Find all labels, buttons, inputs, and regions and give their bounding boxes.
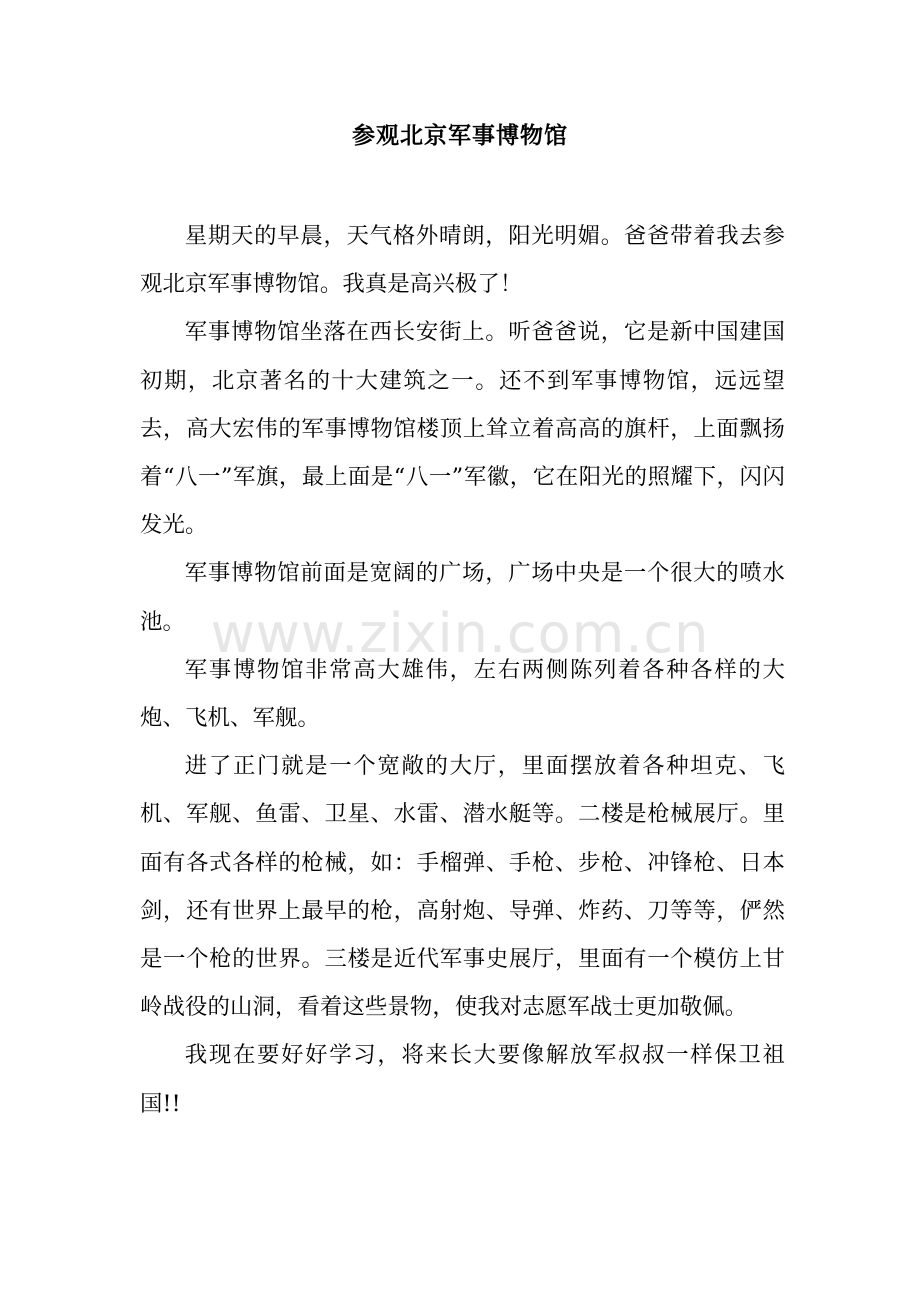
paragraph-4: 军事博物馆非常高大雄伟，左右两侧陈列着各种各样的大炮、飞机、军舰。 (140, 656, 785, 732)
document-body (140, 212, 785, 1128)
paragraph-2: 军事博物馆坐落在西长安街上。听爸爸说，它是新中国建国初期，北京著名的十大建筑之一。还不到军事博物馆，远远望去，高大宏伟的军事博物馆楼顶上耸立着高高的旗杆，上面飘扬着“八一”军旗，最上面是“八一”军徽，它在阳光的照耀下，闪闪发光。 (140, 319, 785, 539)
paragraph-6: 我现在要好好学习，将来长大要像解放军叔叔一样保卫祖国!! (140, 1042, 785, 1117)
paragraph-3: 军事博物馆前面是宽阔的广场，广场中央是一个很大的喷水池。 (140, 560, 785, 635)
paragraph-5: 进了正门就是一个宽敞的大厅，里面摆放着各种坦克、飞机、军舰、鱼雷、卫星、水雷、潜水艇等。二楼是枪械展厅。里面有各式各样的枪械，如：手榴弹、手枪、步枪、冲锋枪、日本剑，还有世界上最早的枪，高射炮、导弹、炸药、刀等等，俨然是一个枪的世界。三楼是近代军事史展厅，里面有一个模仿上甘岭战役的山洞，看着这些景物，使我对志愿军战士更加敬佩。 (140, 753, 785, 1021)
paragraph-1: 星期天的早晨，天气格外晴朗，阳光明媚。爸爸带着我去参观北京军事博物馆。我真是高兴极了！ (140, 223, 785, 298)
watermark: www.zixin.com.cn (210, 602, 710, 665)
document-title: 参观北京军事博物馆 (352, 122, 568, 149)
